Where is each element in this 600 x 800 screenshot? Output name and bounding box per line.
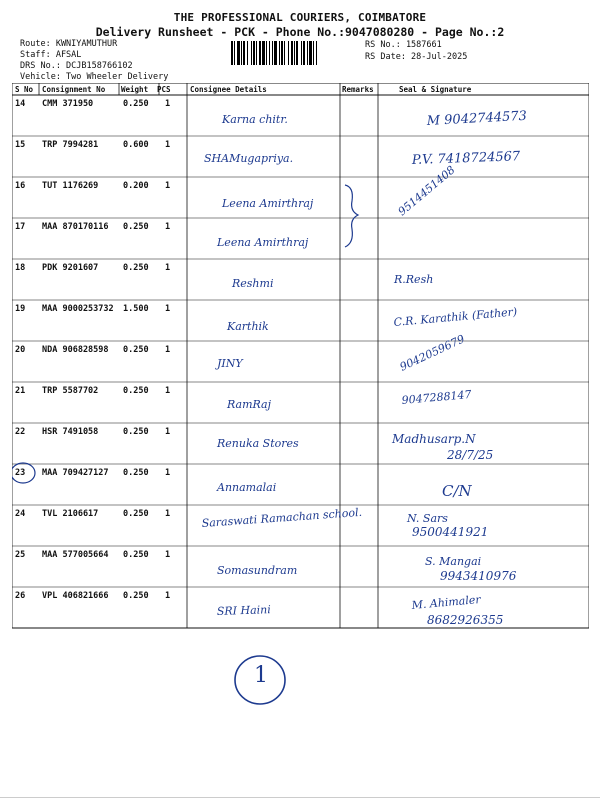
row-pcs: 1 [165, 345, 171, 355]
barcode-bar [269, 41, 270, 65]
row-sno: 24 [15, 509, 26, 519]
row-pcs: 1 [165, 222, 171, 232]
row-consignment-no: TRP 7994281 [42, 140, 99, 150]
row-consignee-handwritten: SHAMugapriya. [204, 152, 294, 165]
row-consignment-no: TVL 2106617 [42, 509, 99, 519]
row-pcs: 1 [165, 304, 171, 314]
barcode-bar [313, 41, 314, 65]
row-pcs: 1 [165, 550, 171, 560]
row-sno: 23 [15, 468, 26, 478]
barcode-bar [279, 41, 280, 65]
row-weight: 0.250 [123, 263, 149, 273]
barcode-bar [247, 41, 248, 65]
row-consignment-no: MAA 9000253732 [42, 304, 114, 314]
header-consignment: Consignment No [42, 85, 106, 94]
row-consignment-no: PDK 9201607 [42, 263, 99, 273]
row-signature-handwritten: M 9042744573 [426, 108, 528, 129]
row-consignment-no: TUT 1176269 [42, 181, 99, 191]
barcode-bar [243, 41, 245, 65]
row-weight: 0.250 [123, 509, 149, 519]
row-signature-handwritten: C/N [442, 482, 472, 500]
rs-number: RS No.: 1587661 [365, 40, 442, 50]
runsheet-subtitle: Delivery Runsheet - PCK - Phone No.:9047080280 - Page No.:2 [95, 25, 505, 39]
header-seal-signature: Seal & Signature [399, 85, 472, 94]
barcode-bar [296, 41, 298, 65]
row-consignee-handwritten: Annamalai [217, 481, 277, 494]
vehicle-label: Vehicle: Two Wheeler Delivery [20, 72, 169, 82]
row-signature-handwritten: Madhusarp.N [392, 432, 476, 446]
row-signature-handwritten: 9514451408 [395, 163, 458, 219]
barcode-bar [251, 41, 252, 65]
barcode-bar [234, 41, 235, 65]
row-weight: 0.250 [123, 222, 149, 232]
row-weight: 0.250 [123, 550, 149, 560]
barcode-bar [262, 41, 265, 65]
row-consignment-no: TRP 5587702 [42, 386, 99, 396]
row-sno: 16 [15, 181, 26, 191]
row-sno: 20 [15, 345, 26, 355]
row-signature-note-handwritten: 8682926355 [427, 613, 504, 627]
row-sno: 14 [15, 99, 26, 109]
header-weight: Weight [121, 85, 149, 94]
row-sno: 15 [15, 140, 26, 150]
barcode-bar [301, 41, 302, 65]
row-signature-handwritten: P.V. 7418724567 [411, 149, 521, 168]
row-weight: 0.250 [123, 468, 149, 478]
row-signature-handwritten: C.R. Karathik (Father) [393, 305, 518, 329]
row-signature-note-handwritten: 9943410976 [440, 569, 517, 583]
row-sno: 21 [15, 386, 26, 396]
row-consignment-no: MAA 870170116 [42, 222, 109, 232]
drs-number: DRS No.: DCJB158766102 [20, 61, 133, 71]
row-consignee-handwritten: Karthik [227, 320, 269, 333]
row-weight: 0.250 [123, 345, 149, 355]
row-pcs: 1 [165, 427, 171, 437]
row-sno: 17 [15, 222, 26, 232]
barcode-bar [274, 41, 277, 65]
barcode-bar [237, 41, 240, 65]
row-weight: 0.600 [123, 140, 149, 150]
row-consignee-handwritten: Saraswati Ramachan school. [201, 505, 363, 530]
page-number-mark: 1 [254, 663, 268, 688]
barcode-bar [231, 41, 233, 65]
row-weight: 0.250 [123, 386, 149, 396]
row-weight: 0.250 [123, 427, 149, 437]
barcode-bar [281, 41, 283, 65]
row-consignee-handwritten: RamRaj [227, 398, 272, 411]
barcode-bar [266, 41, 267, 65]
row-signature-handwritten: S. Mangai [425, 555, 482, 568]
row-weight: 1.500 [123, 304, 149, 314]
row-signature-handwritten: M. Ahimaler [411, 593, 482, 612]
row-signature-handwritten: N. Sars [407, 512, 448, 525]
header-consignee: Consignee Details [190, 85, 267, 94]
barcode-bar [303, 41, 305, 65]
barcode-bar [253, 41, 255, 65]
row-sno: 26 [15, 591, 26, 601]
row-consignment-no: HSR 7491058 [42, 427, 99, 437]
barcode-bar [259, 41, 261, 65]
row-pcs: 1 [165, 591, 171, 601]
row-pcs: 1 [165, 140, 171, 150]
row-signature-handwritten: 9042059679 [397, 332, 467, 374]
row-consignee-handwritten: Karna chitr. [222, 113, 288, 126]
barcode-bar [241, 41, 242, 65]
row-pcs: 1 [165, 386, 171, 396]
barcode-bar [291, 41, 293, 65]
barcode-bar [272, 41, 273, 65]
row-pcs: 1 [165, 263, 171, 273]
row-consignment-no: VPL 406821666 [42, 591, 109, 601]
page-bottom-edge [0, 797, 600, 798]
barcode-bar [256, 41, 257, 65]
row-pcs: 1 [165, 181, 171, 191]
row-consignment-no: CMM 371950 [42, 99, 94, 109]
row-consignee-handwritten: Reshmi [232, 277, 274, 290]
row-consignee-handwritten: Renuka Stores [217, 437, 299, 450]
row-weight: 0.200 [123, 181, 149, 191]
row-consignee-handwritten: Somasundram [217, 564, 298, 577]
runsheet-table [12, 83, 589, 639]
row-signature-note-handwritten: 9500441921 [412, 525, 489, 539]
barcode-bar [309, 41, 312, 65]
header-sno: S No [15, 85, 34, 94]
row-consignee-handwritten: JINY [217, 357, 243, 370]
barcode-bar [284, 41, 285, 65]
row-pcs: 1 [165, 509, 171, 519]
header-pcs: PCS [157, 85, 171, 94]
row-sno: 22 [15, 427, 26, 437]
row-consignment-no: MAA 577005664 [42, 550, 109, 560]
row-sno: 18 [15, 263, 26, 273]
row-signature-handwritten: R.Resh [394, 273, 434, 286]
barcode-bar [294, 41, 295, 65]
row-sno: 25 [15, 550, 26, 560]
rs-date: RS Date: 28-Jul-2025 [365, 52, 468, 62]
brace-mark [345, 185, 358, 247]
row-weight: 0.250 [123, 591, 149, 601]
row-consignee-handwritten: Leena Amirthraj [217, 236, 309, 249]
staff-label: Staff: AFSAL [20, 50, 82, 60]
route-label: Route: KWNIYAMUTHUR [20, 39, 118, 49]
row-signature-handwritten: 9047288147 [401, 387, 472, 407]
row-sno: 19 [15, 304, 26, 314]
barcode-bar [316, 41, 317, 65]
barcode-bar [307, 41, 308, 65]
row-consignment-no: NDA 906828598 [42, 345, 109, 355]
company-title: THE PROFESSIONAL COURIERS, COIMBATORE [173, 11, 427, 24]
row-consignee-handwritten: SRI Haini [216, 603, 272, 618]
header-remarks: Remarks [342, 85, 374, 94]
row-pcs: 1 [165, 99, 171, 109]
row-pcs: 1 [165, 468, 171, 478]
barcode-bar [288, 41, 289, 65]
row-signature-note-handwritten: 28/7/25 [447, 448, 494, 462]
row-consignment-no: MAA 709427127 [42, 468, 109, 478]
row-weight: 0.250 [123, 99, 149, 109]
barcode-image [231, 41, 357, 65]
row-consignee-handwritten: Leena Amirthraj [222, 197, 314, 210]
